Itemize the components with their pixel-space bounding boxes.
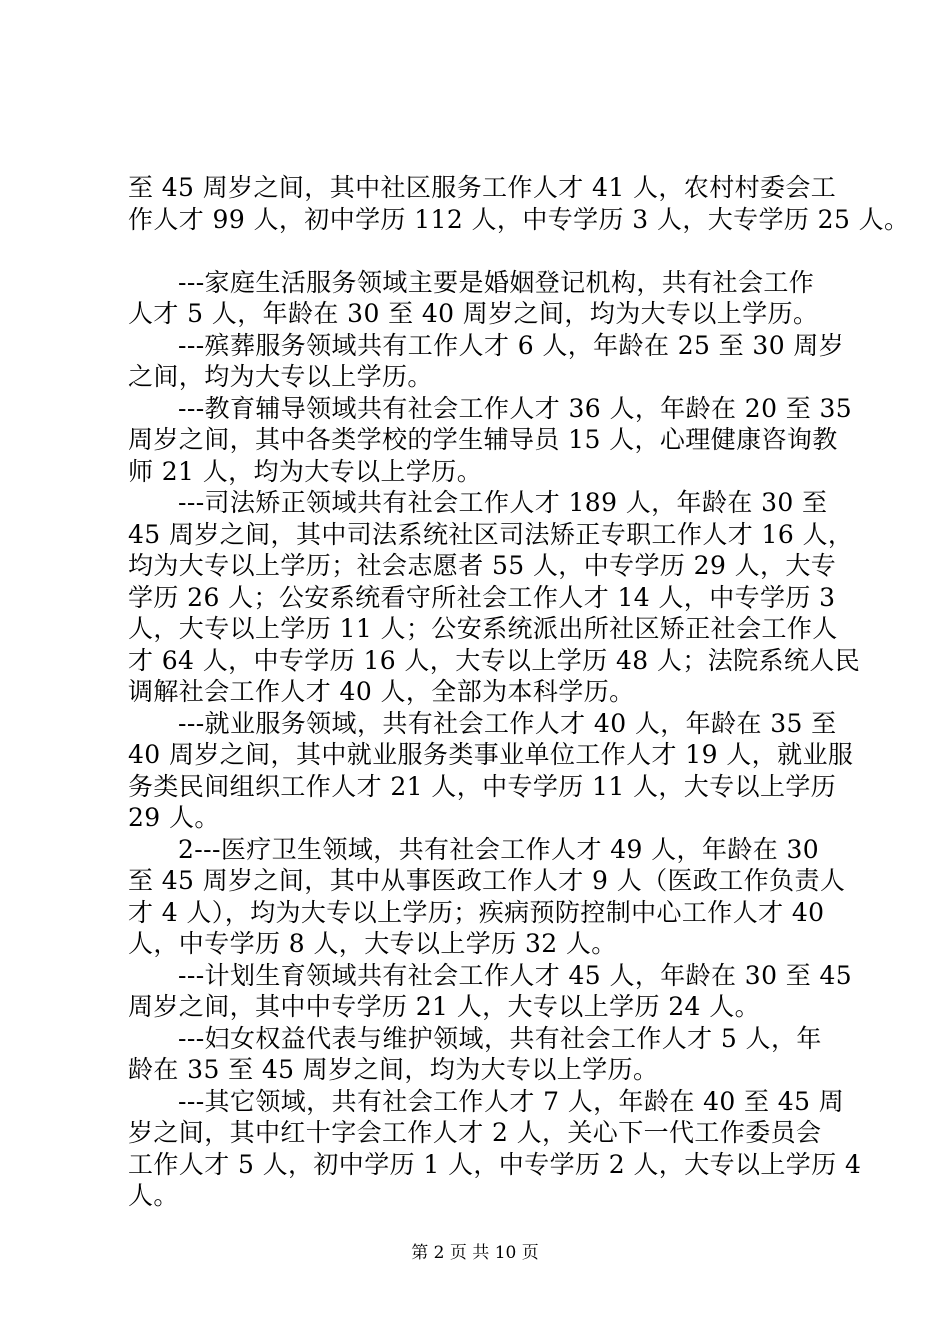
text-line: 之间，均为大专以上学历。 (128, 362, 433, 391)
document-body (128, 172, 910, 1212)
text-line: 29 人。 (128, 803, 220, 832)
text-line: ---教育辅导领域共有社会工作人才 36 人，年龄在 20 至 35 (178, 393, 853, 423)
paragraph (128, 393, 853, 488)
text-line: 龄在 35 至 45 周岁之间，均为大专以上学历。 (128, 1055, 659, 1084)
text-line: 至 45 周岁之间，其中从事医政工作人才 9 人（医政工作负责人 (128, 866, 846, 895)
text-line: 2---医疗卫生领域，共有社会工作人才 49 人，年龄在 30 (178, 834, 820, 864)
text-line: ---殡葬服务领域共有工作人才 6 人，年龄在 25 至 30 周岁 (178, 330, 845, 360)
paragraph (128, 1086, 862, 1212)
paragraph (128, 960, 853, 1023)
paragraph (128, 834, 846, 960)
text-line: 人，中专学历 8 人，大专以上学历 32 人。 (128, 929, 617, 958)
text-line: 调解社会工作人才 40 人，全部为本科学历。 (128, 677, 635, 706)
paragraph (128, 267, 828, 330)
text-line: ---就业服务领域，共有社会工作人才 40 人，年龄在 35 至 (178, 708, 837, 738)
text-line: 务类民间组织工作人才 21 人，中专学历 11 人，大专以上学历 (128, 771, 837, 801)
text-line: 师 21 人，均为大专以上学历。 (128, 456, 483, 486)
text-line: 均为大专以上学历；社会志愿者 55 人，中专学历 29 人，大专 (128, 551, 837, 580)
text-line: ---家庭生活服务领域主要是婚姻登记机构，共有社会工作 (178, 267, 815, 297)
text-line: 周岁之间，其中各类学校的学生辅导员 15 人，心理健康咨询教 (128, 425, 838, 454)
text-line: 才 64 人，中专学历 16 人，大专以上学历 48 人；法院系统人民 (128, 645, 861, 675)
paragraph (128, 172, 910, 235)
text-line: 40 周岁之间，其中就业服务类事业单位工作人才 19 人，就业服 (128, 740, 854, 769)
text-line: ---妇女权益代表与维护领域，共有社会工作人才 5 人，年 (178, 1023, 822, 1053)
text-line: 人。 (128, 1181, 179, 1210)
paragraph (128, 1023, 828, 1086)
paragraph (128, 330, 845, 393)
text-line: 岁之间，其中红十字会工作人才 2 人，关心下一代工作委员会 (128, 1118, 822, 1147)
text-line: ---司法矫正领域共有社会工作人才 189 人，年龄在 30 至 (178, 488, 828, 517)
text-line: ---其它领域，共有社会工作人才 7 人，年龄在 40 至 45 周 (178, 1086, 845, 1116)
paragraph-gap (128, 235, 828, 267)
text-line: 作人才 99 人，初中学历 112 人，中专学历 3 人，大专学历 25 人。 (128, 204, 910, 234)
paragraph (128, 487, 861, 708)
page-number-footer: 第 2 页 共 10 页 (411, 1243, 539, 1263)
text-line: 工作人才 5 人，初中学历 1 人，中专学历 2 人，大专以上学历 4 (128, 1149, 862, 1179)
text-line: 周岁之间，其中中专学历 21 人，大专以上学历 24 人。 (128, 992, 761, 1021)
paragraph (128, 708, 854, 834)
text-line: 人才 5 人，年龄在 30 至 40 周岁之间，均为大专以上学历。 (128, 299, 819, 328)
text-line: ---计划生育领域共有社会工作人才 45 人，年龄在 30 至 45 (178, 960, 853, 990)
text-line: 学历 26 人；公安系统看守所社会工作人才 14 人，中专学历 3 (128, 582, 836, 612)
text-line: 至 45 周岁之间，其中社区服务工作人才 41 人，农村村委会工 (128, 173, 837, 202)
text-line: 人，大专以上学历 11 人；公安系统派出所社区矫正社会工作人 (128, 614, 838, 643)
text-line: 45 周岁之间，其中司法系统社区司法矫正专职工作人才 16 人， (128, 519, 854, 549)
text-line: 才 4 人），均为大专以上学历；疾病预防控制中心工作人才 40 (128, 897, 825, 927)
